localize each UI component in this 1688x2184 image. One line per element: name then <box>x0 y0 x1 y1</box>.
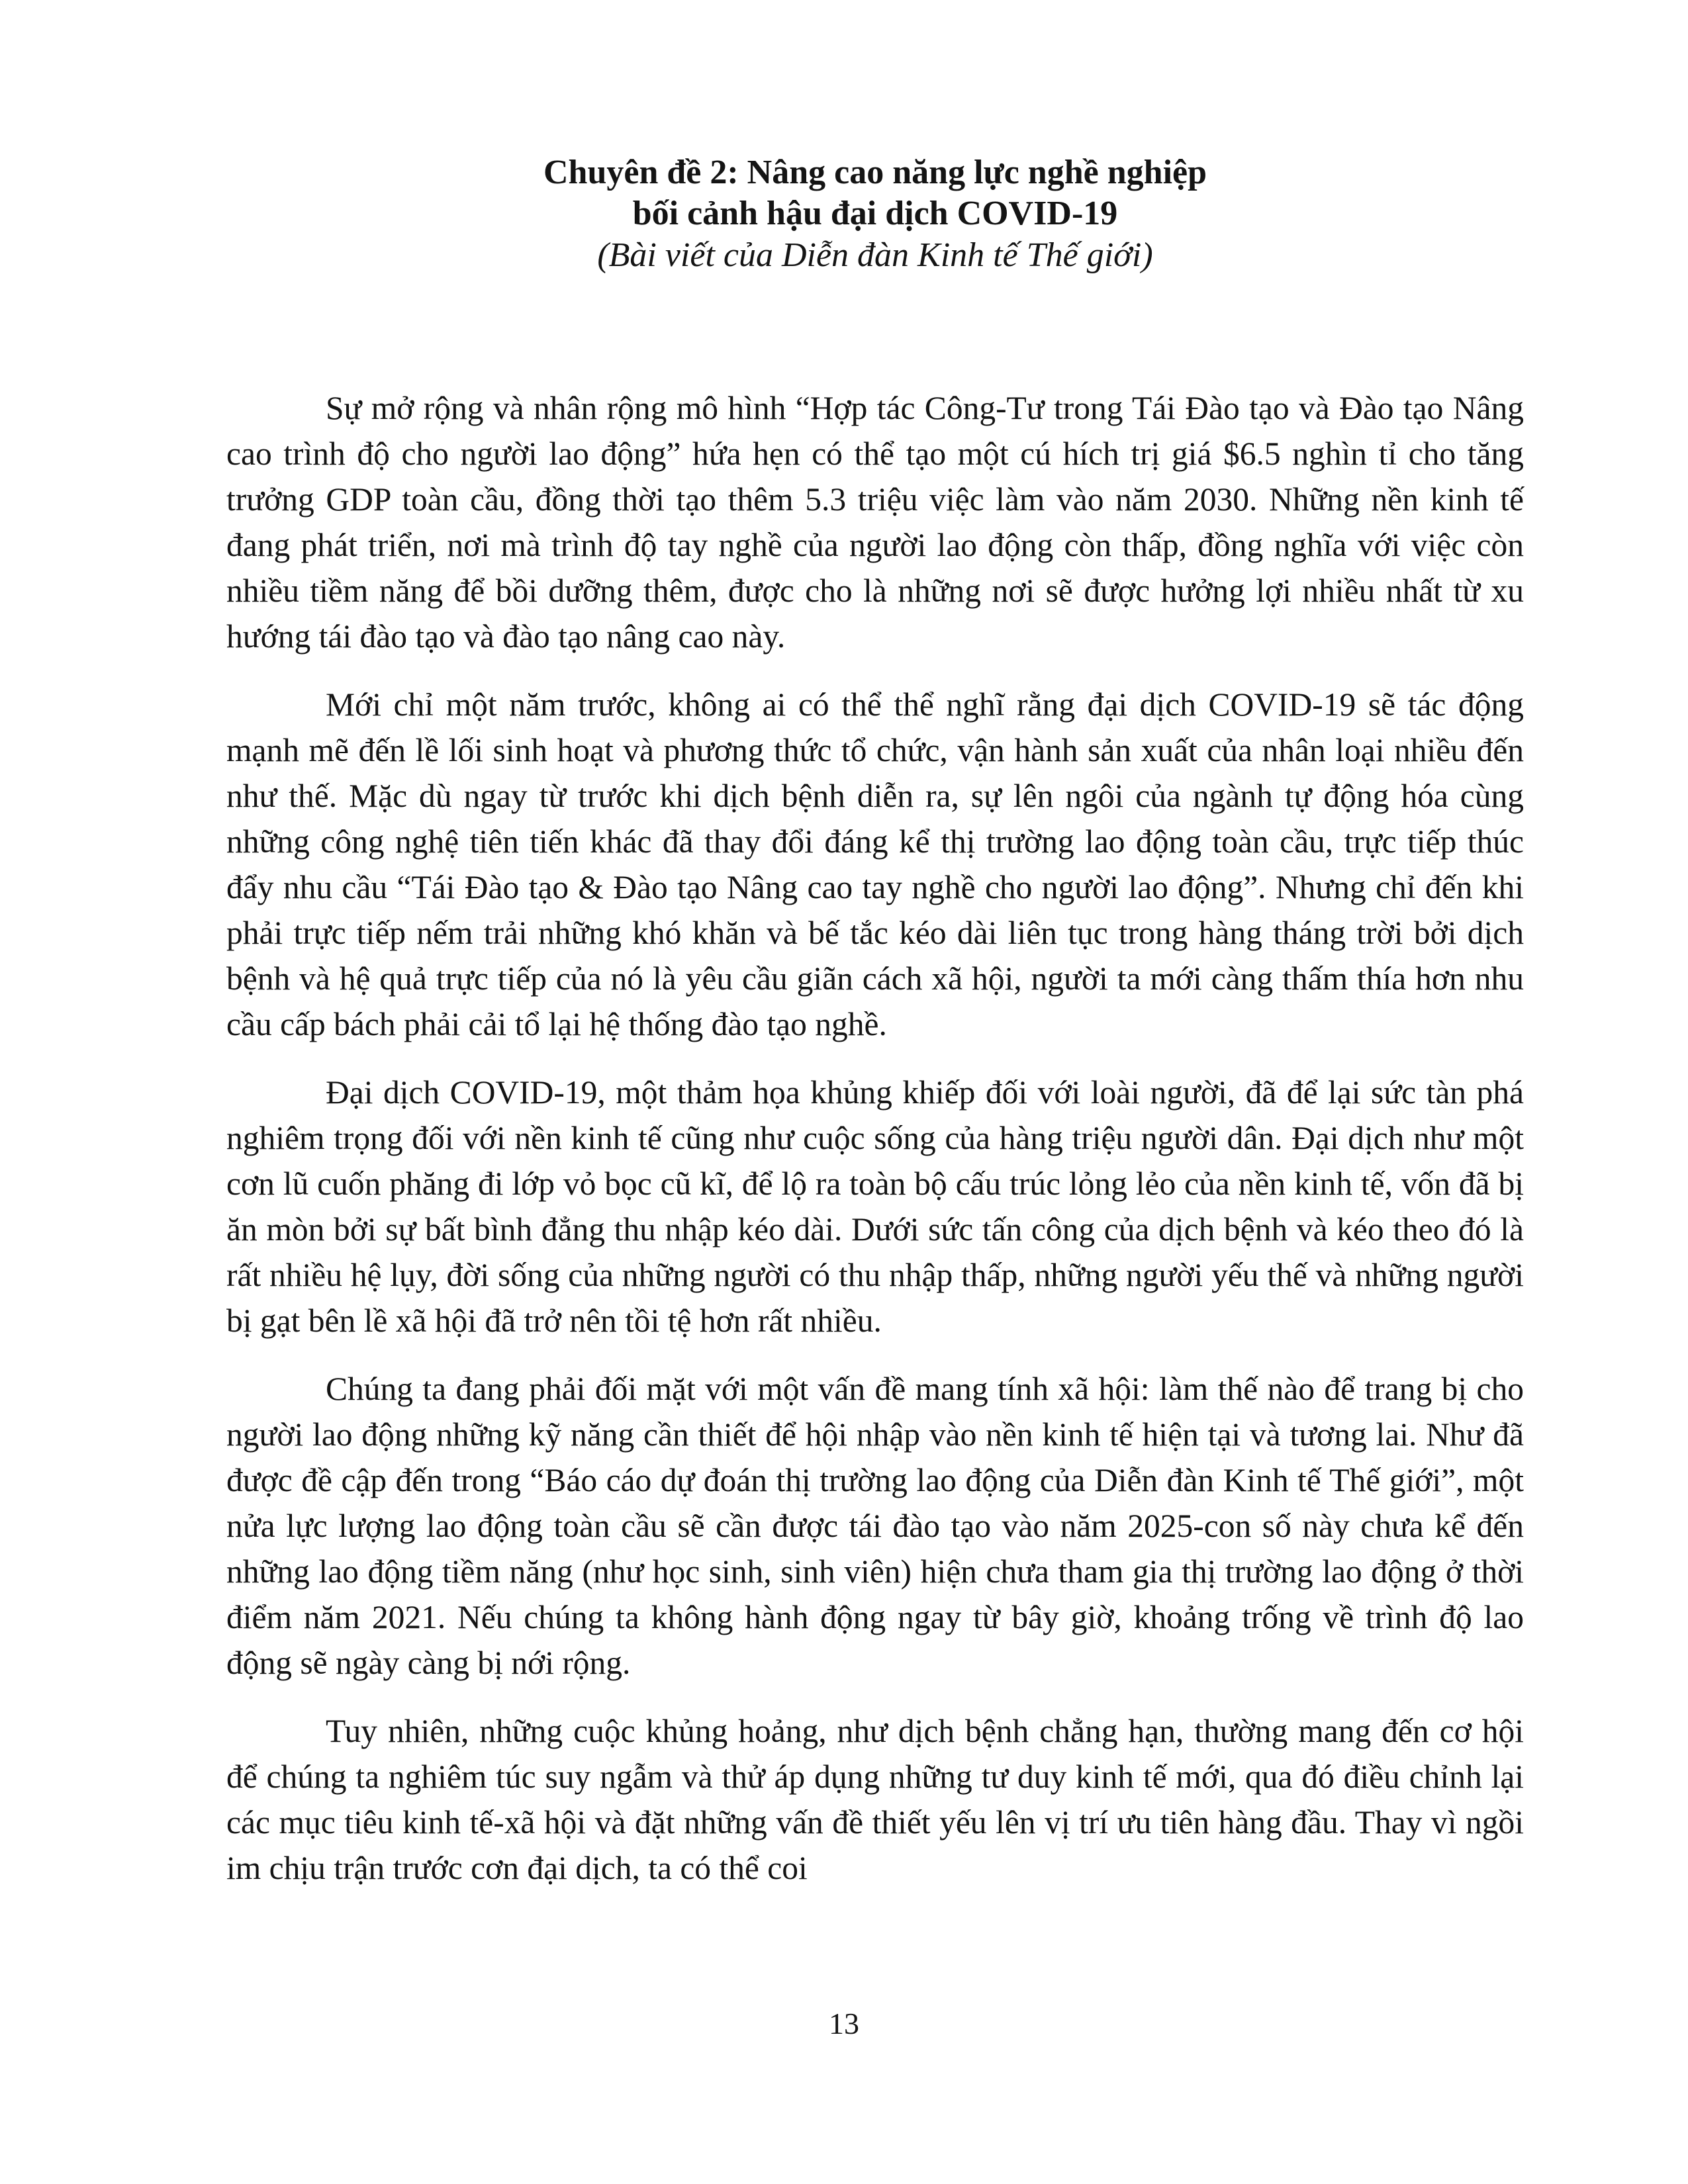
paragraph-1: Sự mở rộng và nhân rộng mô hình “Hợp tác Công-Tư trong Tái Đào tạo và Đào tạo Nâng cao trình độ cho người lao động” hứa hẹn có thể tạo một cú hích trị giá $6.5 nghìn tỉ cho tăng trưởng GDP toàn cầu, đồng thời tạo thêm 5.3 triệu việc làm vào năm 2030. Những nền kinh tế đang phát triển, nơi mà trình độ tay nghề của người lao động còn thấp, đồng nghĩa với việc còn nhiều tiềm năng để bồi dưỡng thêm, được cho là những nơi sẽ được hưởng lợi nhiều nhất từ xu hướng tái đào tạo và đào tạo nâng cao này. <box>226 390 1524 655</box>
paragraph-3: Đại dịch COVID-19, một thảm họa khủng khiếp đối với loài người, đã để lại sức tàn phá nghiêm trọng đối với nền kinh tế cũng như cuộc sống của hàng triệu người dân. Đại dịch như một cơn lũ cuốn phăng đi lớp vỏ bọc cũ kĩ, để lộ ra toàn bộ cấu trúc lỏng lẻo của nền kinh tế, vốn đã bị ăn mòn bởi sự bất bình đẳng thu nhập kéo dài. Dưới sức tấn công của dịch bệnh và kéo theo đó là rất nhiều hệ lụy, đời sống của những người có thu nhập thấp, những người yếu thế và những người bị gạt bên lề xã hội đã trở nên tồi tệ hơn rất nhiều. <box>226 1074 1524 1339</box>
paragraph-5: Tuy nhiên, những cuộc khủng hoảng, như dịch bệnh chẳng hạn, thường mang đến cơ hội để chúng ta nghiêm túc suy ngẫm và thử áp dụng những tư duy kinh tế mới, qua đó điều chỉnh lại các mục tiêu kinh tế-xã hội và đặt những vấn đề thiết yếu lên vị trí ưu tiên hàng đầu. Thay vì ngồi im chịu trận trước cơn đại dịch, ta có thể coi <box>226 1713 1524 1886</box>
title-line-1: Chuyên đề 2: Nâng cao năng lực nghề nghiệp <box>543 154 1207 191</box>
subtitle: (Bài viết của Diễn đàn Kinh tế Thế giới) <box>597 236 1153 274</box>
document-heading <box>226 152 1524 277</box>
page-number: 13 <box>829 2007 859 2040</box>
document-page <box>226 152 1524 1913</box>
body-text <box>226 385 1524 1891</box>
paragraph-2: Mới chỉ một năm trước, không ai có thể thể nghĩ rằng đại dịch COVID-19 sẽ tác động mạnh mẽ đến lề lối sinh hoạt và phương thức tổ chức, vận hành sản xuất của nhân loại nhiều đến như thế. Mặc dù ngay từ trước khi dịch bệnh diễn ra, sự lên ngôi của ngành tự động hóa cùng những công nghệ tiên tiến khác đã thay đổi đáng kể thị trường lao động toàn cầu, trực tiếp thúc đẩy nhu cầu “Tái Đào tạo & Đào tạo Nâng cao tay nghề cho người lao động”. Nhưng chỉ đến khi phải trực tiếp nếm trải những khó khăn và bế tắc kéo dài liên tục trong hàng tháng trời bởi dịch bệnh và hệ quả trực tiếp của nó là yêu cầu giãn cách xã hội, người ta mới càng thấm thía hơn nhu cầu cấp bách phải cải tổ lại hệ thống đào tạo nghề. <box>226 686 1524 1042</box>
paragraph-4: Chúng ta đang phải đối mặt với một vấn đề mang tính xã hội: làm thế nào để trang bị cho người lao động những kỹ năng cần thiết để hội nhập vào nền kinh tế hiện tại và tương lai. Như đã được đề cập đến trong “Báo cáo dự đoán thị trường lao động của Diễn đàn Kinh tế Thế giới”, một nửa lực lượng lao động toàn cầu sẽ cần được tái đào tạo vào năm 2025-con số này chưa kể đến những lao động tiềm năng (như học sinh, sinh viên) hiện chưa tham gia thị trường lao động ở thời điểm năm 2021. Nếu chúng ta không hành động ngay từ bây giờ, khoảng trống về trình độ lao động sẽ ngày càng bị nới rộng. <box>226 1371 1524 1681</box>
title-line-2: bối cảnh hậu đại dịch COVID-19 <box>632 195 1118 232</box>
